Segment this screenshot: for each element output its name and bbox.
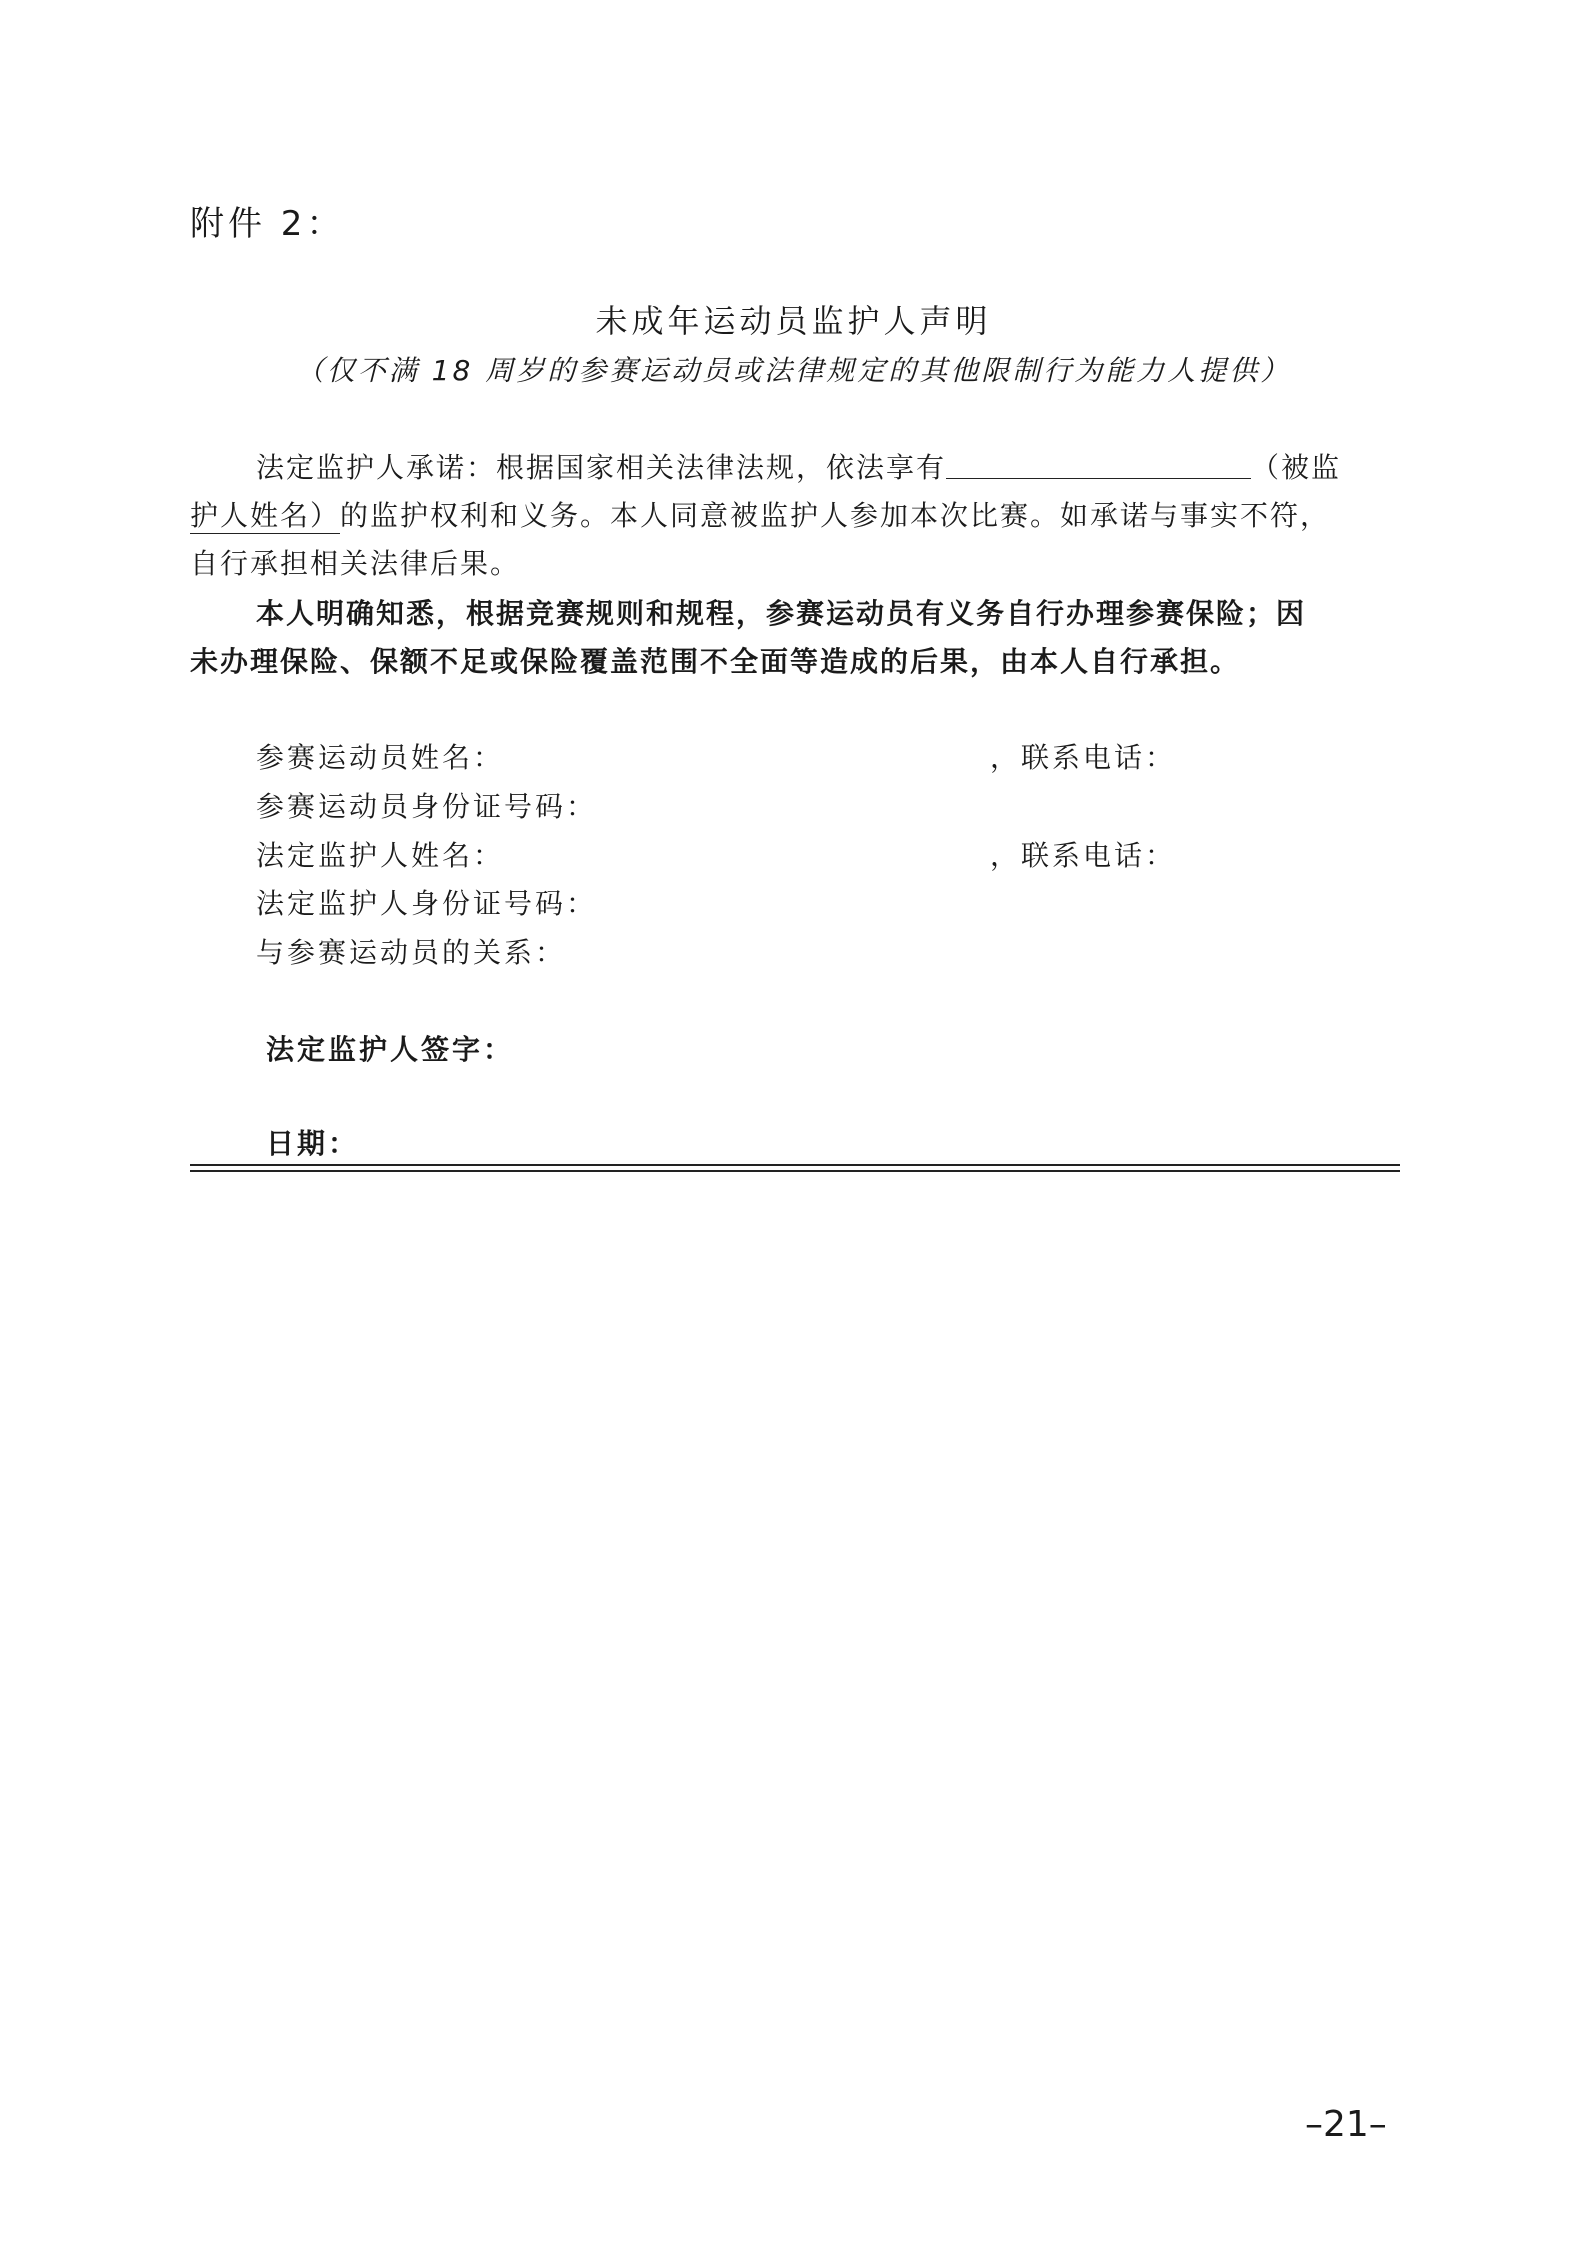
athlete-name-label: 参赛运动员姓名： [256,741,505,774]
attachment-label: 附件 2： [190,204,345,244]
bottom-rule-top [190,1164,1400,1166]
insurance-notice-paragraph [190,590,1400,686]
paragraph2-line2: 未办理保险、保额不足或保险覆盖范围不全面等造成的后果，由本人自行承担。 [190,645,1241,678]
paragraph1-line2-text: 的监护权利和义务。本人同意被监护人参加本次比赛。如承诺与事实不符， [340,499,1331,532]
guardian-commitment-paragraph [190,444,1400,588]
guardian-name-label: 法定监护人姓名： [256,839,505,872]
guardian-id-label: 法定监护人身份证号码： [256,887,598,920]
paragraph1-text-before-blank: 法定监护人承诺：根据国家相关法律法规，依法享有 [256,451,947,484]
relationship-label: 与参赛运动员的关系： [256,936,567,969]
guardian-phone-label: ，联系电话： [990,839,1177,872]
athlete-id-label: 参赛运动员身份证号码： [256,790,598,823]
paragraph1-text-after-blank: （被监 [1251,451,1342,484]
paragraph1-line2 [190,492,1400,540]
guardian-signature-label: 法定监护人签字： [266,1033,515,1066]
ward-name-label: 护人姓名） [190,499,341,532]
bottom-rule-bottom [190,1170,1400,1172]
paragraph1-line3: 自行承担相关法律后果。 [190,547,521,580]
ward-name-blank[interactable] [946,448,1251,479]
paragraph2-line1 [190,590,1400,638]
document-title: 未成年运动员监护人声明 [595,302,992,340]
page-number: –21– [1305,2104,1387,2145]
paragraph2-line1-text: 本人明确知悉，根据竞赛规则和规程，参赛运动员有义务自行办理参赛保险；因 [256,597,1307,630]
paragraph1-line1 [190,444,1400,492]
athlete-phone-label: ，联系电话： [990,741,1177,774]
document-subtitle: （仅不满 18 周岁的参赛运动员或法律规定的其他限制行为能力人提供） [295,354,1292,387]
date-label: 日期： [266,1127,360,1160]
